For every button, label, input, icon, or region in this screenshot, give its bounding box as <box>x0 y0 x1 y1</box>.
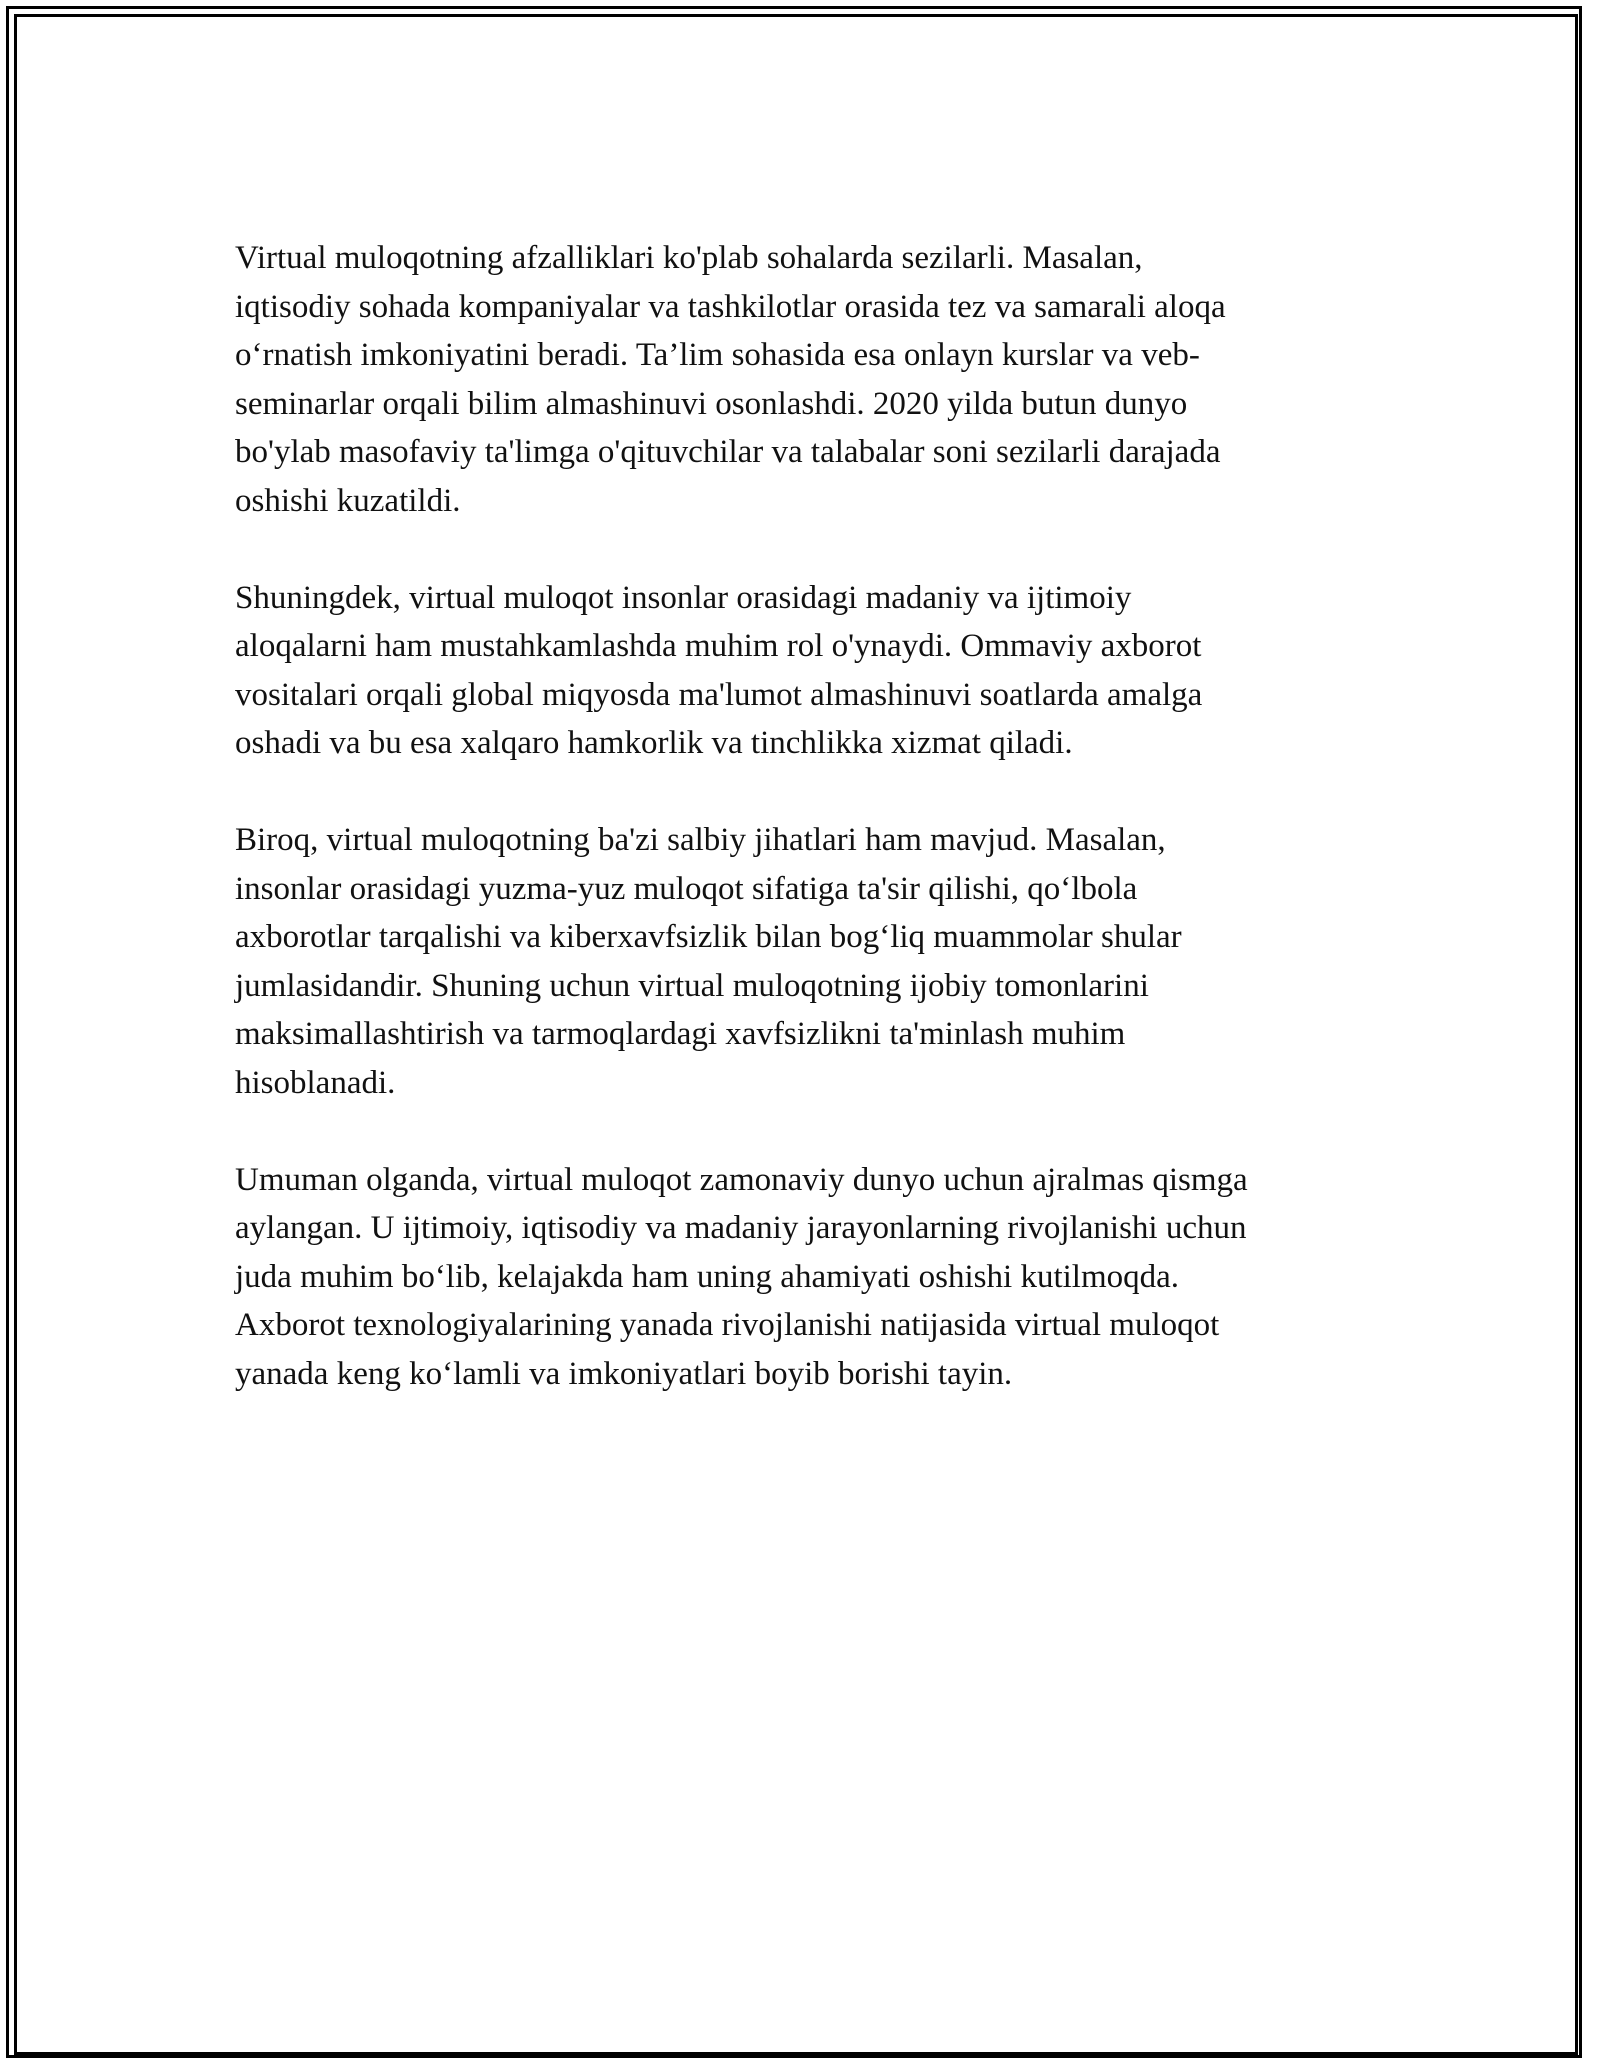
text-line: aloqalarni ham mustahkamlashda muhim rol o'ynaydi. Ommaviy axborot <box>235 628 1202 664</box>
paragraph-4 <box>235 1156 1375 1399</box>
text-line: Shuningdek, virtual muloqot insonlar orasidagi madaniy va ijtimoiy <box>235 579 1132 616</box>
paragraph-2 <box>235 574 1375 768</box>
text-line: hisoblanadi. <box>235 1064 396 1101</box>
text-line: vositalari orqali global miqyosda ma'lumot almashinuvi soatlarda amalga <box>235 676 1203 713</box>
text-line: juda muhim bo‘lib, kelajakda ham uning ahamiyati oshishi kutilmoqda. <box>235 1258 1180 1295</box>
text-line: oshishi kuzatildi. <box>235 482 461 519</box>
text-line: insonlar orasidagi yuzma-yuz muloqot sifatiga ta'sir qilishi, qo‘lbola <box>235 870 1138 907</box>
text-line: yanada keng ko‘lamli va imkoniyatlari boyib borishi tayin. <box>235 1355 1013 1392</box>
text-line: axborotlar tarqalishi va kiberxavfsizlik bilan bog‘liq muammolar shular <box>235 919 1182 955</box>
text-line: iqtisodiy sohada kompaniyalar va tashkilotlar orasida tez va samarali aloqa <box>235 288 1226 325</box>
text-line: Axborot texnologiyalarining yanada rivojlanishi natijasida virtual muloqot <box>235 1307 1220 1343</box>
text-line: Biroq, virtual muloqotning ba'zi salbiy jihatlari ham mavjud. Masalan, <box>235 822 1166 858</box>
text-line: maksimallashtirish va tarmoqlardagi xavfsizlikni ta'minlash muhim <box>235 1016 1126 1052</box>
paragraph-1 <box>235 234 1375 525</box>
text-line: aylangan. U ijtimoiy, iqtisodiy va madaniy jarayonlarning rivojlanishi uchun <box>235 1210 1247 1246</box>
text-line: o‘rnatish imkoniyatini beradi. Ta’lim sohasida esa onlayn kurslar va veb- <box>235 337 1200 373</box>
text-line: bo'ylab masofaviy ta'limga o'qituvchilar va talabalar soni sezilarli darajada <box>235 434 1221 470</box>
paragraph-3 <box>235 816 1375 1107</box>
text-line: Virtual muloqotning afzalliklari ko'plab sohalarda sezilarli. Masalan, <box>235 240 1143 276</box>
text-line: jumlasidandir. Shuning uchun virtual muloqotning ijobiy tomonlarini <box>235 967 1149 1004</box>
text-line: oshadi va bu esa xalqaro hamkorlik va tinchlikka xizmat qiladi. <box>235 725 1073 761</box>
document-body <box>235 234 1375 1447</box>
text-line: seminarlar orqali bilim almashinuvi osonlashdi. 2020 yilda butun dunyo <box>235 385 1188 422</box>
text-line: Umuman olganda, virtual muloqot zamonaviy dunyo uchun ajralmas qismga <box>235 1161 1248 1198</box>
